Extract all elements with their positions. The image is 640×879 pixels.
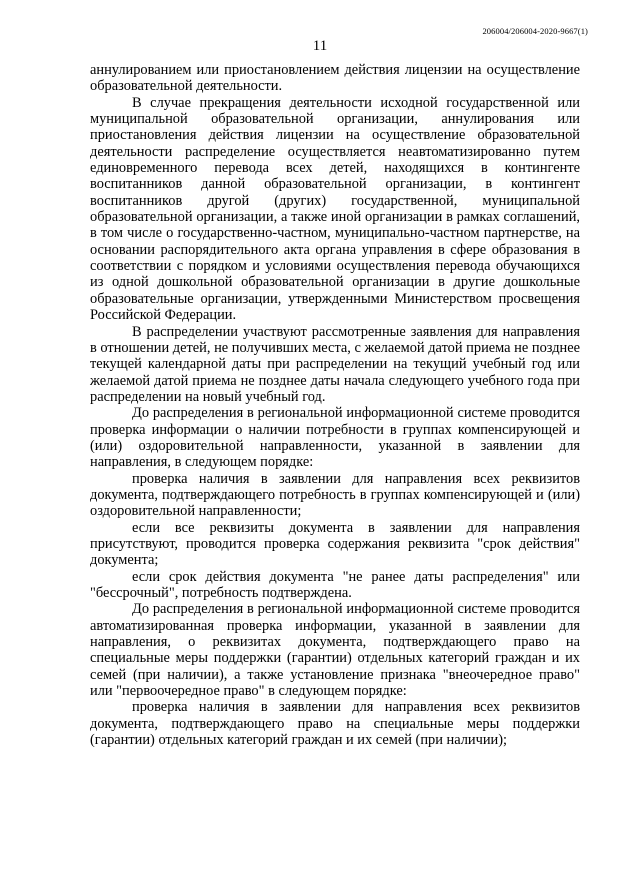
paragraph-continuation: аннулированием или приостановлением действия лицензии на осуществление образовательной деятельности.: [90, 62, 580, 95]
document-body: [90, 62, 580, 748]
paragraph: проверка наличия в заявлении для направления всех реквизитов документа, подтверждающего потребность в группах компенсирующей и (или) оздоровительной направленности;: [90, 470, 580, 520]
paragraph: если все реквизиты документа в заявлении для направления присутствуют, проводится проверка содержания реквизита "срок действия" документа;: [90, 519, 580, 569]
paragraph: проверка наличия в заявлении для направления всех реквизитов документа, подтверждающего право на специальные меры поддержки (гарантии) отдельных категорий граждан и их семей (при наличии);: [90, 699, 580, 749]
paragraph: В распределении участвуют рассмотренные заявления для направления в отношении детей, не получивших места, с желаемой датой приема не позднее текущей календарной даты при распределении на текущий учебный год или желаемой датой приема не позднее даты начала следующего учебного года при распределении на новый учебный год.: [90, 323, 580, 405]
paragraph: До распределения в региональной информационной системе проводится автоматизированная проверка информации, указанной в заявлении для направления, о реквизитах документа, подтверждающего право на специальные меры поддержки (гарантии) отдельных категорий граждан и их семей (при наличии), а также установление признака "внеочередное право" или "первоочередное право" в следующем порядке:: [90, 601, 580, 700]
document-id: 206004/206004-2020-9667(1): [482, 26, 588, 36]
paragraph: До распределения в региональной информационной системе проводится проверка информации о наличии потребности в группах компенсирующей и (или) оздоровительной направленности, указанной в заявлении для направления, в следующем порядке:: [90, 405, 580, 471]
paragraph: В случае прекращения деятельности исходной государственной или муниципальной образовательной организации, аннулирования или приостановления действия лицензии на осуществление образовательной деятельности распределение осуществляется неавтоматизированно путем единовременного перевода всех детей, находящихся в контингенте воспитанников данной образовательной организации, в контингент воспитанников другой (других) государственной, муниципальной образовательной организации, а также иной организации в рамках соглашений, в том числе о государственно-частном, муниципально-частном партнерстве, на основании распорядительного акта органа управления в сфере образования в соответствии с порядком и условиями осуществления перевода обучающихся из одной дошкольной образовательной организации в другие дошкольные образовательные организации, утвержденными Министерством просвещения Российской Федерации.: [90, 94, 580, 324]
page-number: 11: [312, 38, 328, 54]
paragraph: если срок действия документа "не ранее даты распределения" или "бессрочный", потребность подтверждена.: [90, 568, 580, 601]
